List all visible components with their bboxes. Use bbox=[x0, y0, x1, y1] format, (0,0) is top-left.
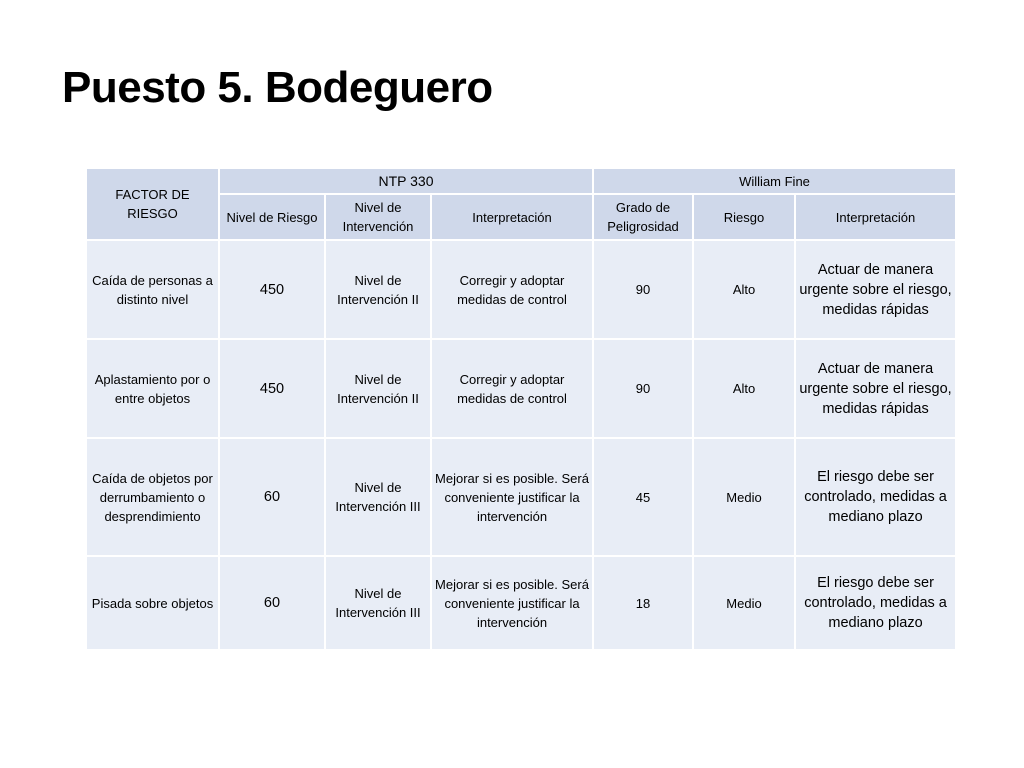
risk-table bbox=[85, 167, 957, 651]
cell-nivel-riesgo: 450 bbox=[220, 241, 324, 338]
cell-factor: Pisada sobre objetos bbox=[87, 557, 218, 649]
cell-interpretacion-ntp: Mejorar si es posible. Será conveniente justificar la intervención bbox=[432, 439, 592, 555]
cell-grado-peligrosidad: 90 bbox=[594, 340, 692, 437]
header-interpretacion-wf: Interpretación bbox=[796, 195, 955, 239]
cell-interpretacion-wf: Actuar de manera urgente sobre el riesgo, medidas rápidas bbox=[796, 241, 955, 338]
cell-riesgo: Alto bbox=[694, 340, 794, 437]
cell-nivel-intervencion: Nivel de Intervención II bbox=[326, 241, 430, 338]
header-interpretacion-ntp: Interpretación bbox=[432, 195, 592, 239]
header-group-ntp-330: NTP 330 bbox=[220, 169, 592, 193]
table-row bbox=[87, 557, 955, 649]
cell-interpretacion-ntp: Corregir y adoptar medidas de control bbox=[432, 241, 592, 338]
table-row bbox=[87, 241, 955, 338]
cell-nivel-intervencion: Nivel de Intervención III bbox=[326, 439, 430, 555]
cell-interpretacion-wf: El riesgo debe ser controlado, medidas a mediano plazo bbox=[796, 557, 955, 649]
table-row bbox=[87, 340, 955, 437]
header-row-groups bbox=[87, 169, 955, 193]
cell-grado-peligrosidad: 45 bbox=[594, 439, 692, 555]
cell-riesgo: Alto bbox=[694, 241, 794, 338]
header-riesgo: Riesgo bbox=[694, 195, 794, 239]
cell-nivel-riesgo: 60 bbox=[220, 439, 324, 555]
page-title: Puesto 5. Bodeguero bbox=[62, 63, 493, 112]
cell-interpretacion-ntp: Corregir y adoptar medidas de control bbox=[432, 340, 592, 437]
cell-factor: Caída de personas a distinto nivel bbox=[87, 241, 218, 338]
cell-riesgo: Medio bbox=[694, 439, 794, 555]
cell-interpretacion-wf: Actuar de manera urgente sobre el riesgo, medidas rápidas bbox=[796, 340, 955, 437]
cell-factor: Caída de objetos por derrumbamiento o desprendimiento bbox=[87, 439, 218, 555]
cell-interpretacion-ntp: Mejorar si es posible. Será conveniente justificar la intervención bbox=[432, 557, 592, 649]
cell-nivel-riesgo: 60 bbox=[220, 557, 324, 649]
cell-nivel-riesgo: 450 bbox=[220, 340, 324, 437]
cell-riesgo: Medio bbox=[694, 557, 794, 649]
cell-nivel-intervencion: Nivel de Intervención III bbox=[326, 557, 430, 649]
cell-factor: Aplastamiento por o entre objetos bbox=[87, 340, 218, 437]
cell-grado-peligrosidad: 90 bbox=[594, 241, 692, 338]
cell-interpretacion-wf: El riesgo debe ser controlado, medidas a mediano plazo bbox=[796, 439, 955, 555]
cell-nivel-intervencion: Nivel de Intervención II bbox=[326, 340, 430, 437]
header-grado-de-peligrosidad: Grado de Peligrosidad bbox=[594, 195, 692, 239]
header-nivel-de-intervencion: Nivel de Intervención bbox=[326, 195, 430, 239]
header-group-william-fine: William Fine bbox=[594, 169, 955, 193]
cell-grado-peligrosidad: 18 bbox=[594, 557, 692, 649]
table-row bbox=[87, 439, 955, 555]
header-nivel-de-riesgo: Nivel de Riesgo bbox=[220, 195, 324, 239]
header-factor-de-riesgo: FACTOR DE RIESGO bbox=[87, 169, 218, 239]
